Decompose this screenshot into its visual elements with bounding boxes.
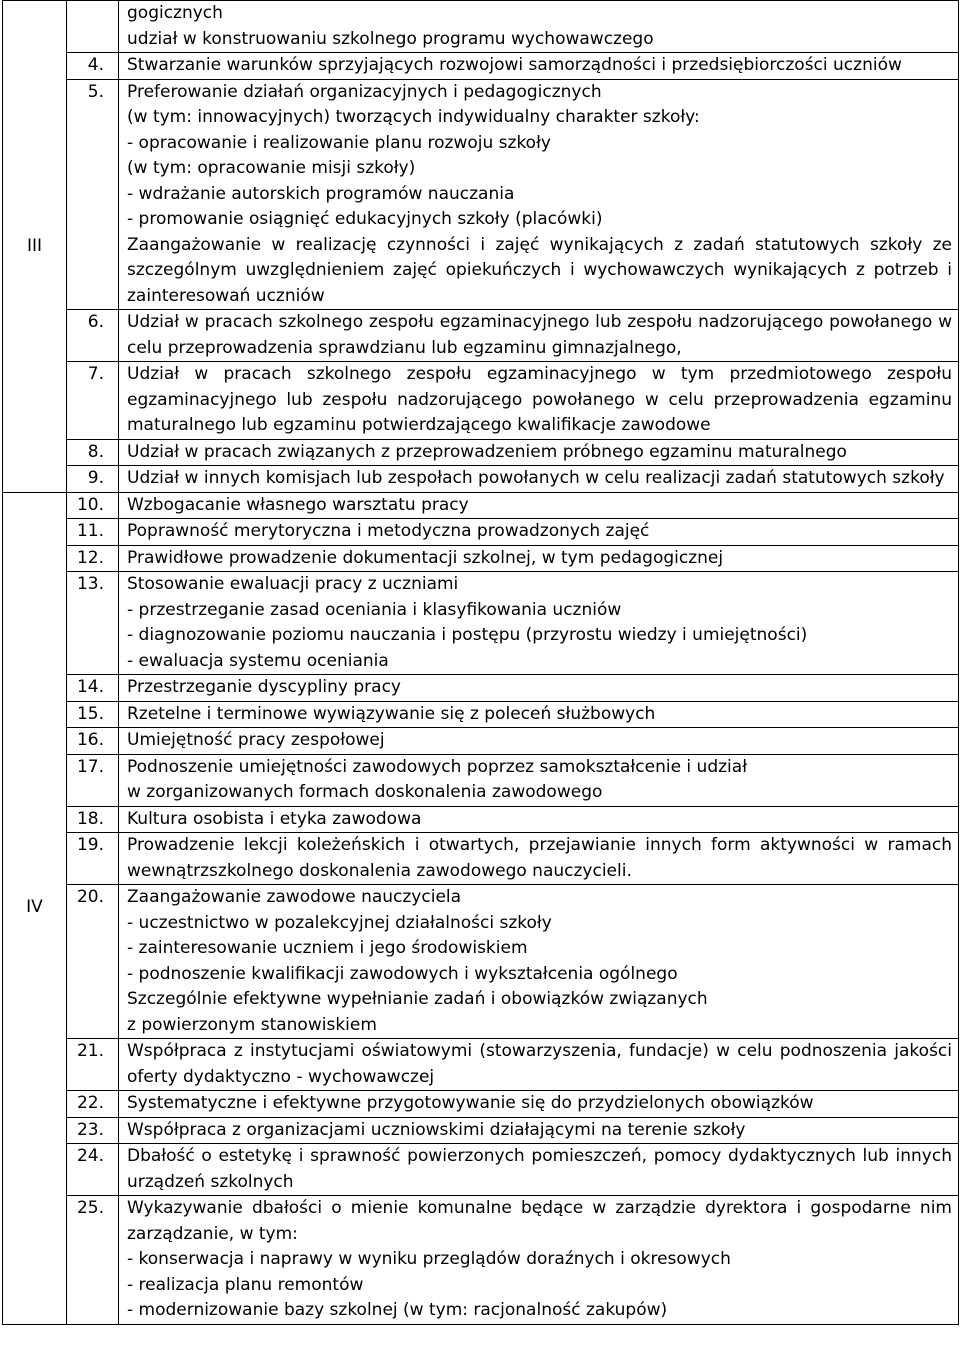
item-line: Szczególnie efektywne wypełnianie zadań i obowiązków związanych (127, 989, 708, 1009)
item-text (119, 675, 959, 702)
item-paragraph: Poprawność merytoryczna i metodyczna prowadzonych zajęć (127, 521, 650, 541)
item-number: 11. (67, 519, 119, 546)
section-label: III (3, 1, 67, 493)
item-text (119, 1039, 959, 1091)
item-paragraph: Systematyczne i efektywne przygotowywanie się do przydzielonych obowiązków (127, 1093, 814, 1113)
item-number: 21. (67, 1039, 119, 1091)
table-row (3, 1, 959, 53)
item-line: Stwarzanie warunków sprzyjających rozwojowi samorządności i przedsiębiorczości uczniów (127, 55, 902, 75)
item-line: Podnoszenie umiejętności zawodowych poprzez samokształcenie i udział (127, 756, 748, 777)
item-number: 7. (67, 362, 119, 440)
item-paragraph: Prowadzenie lekcji koleżeńskich i otwartych, przejawianie innych form aktywności w ramach wewnątrzszkolnego doskonalenia zawodowego nauczycieli. (127, 835, 952, 881)
table-row (3, 572, 959, 675)
item-number: 24. (67, 1144, 119, 1196)
table-row (3, 1117, 959, 1144)
item-text (119, 53, 959, 80)
item-paragraph: Wykazywanie dbałości o mienie komunalne będące w zarządzie dyrektora i gospodarne nim zarządzanie, w tym: (127, 1198, 952, 1244)
item-text (119, 1091, 959, 1118)
item-line: Zaangażowanie zawodowe nauczyciela (127, 887, 462, 907)
item-text (119, 545, 959, 572)
item-text (119, 466, 959, 493)
table-row (3, 1196, 959, 1325)
item-line: - zainteresowanie uczniem i jego środowiskiem (127, 938, 528, 958)
item-line: Stosowanie ewaluacji pracy z uczniami (127, 574, 459, 594)
item-line: w zorganizowanych formach doskonalenia zawodowego (127, 782, 603, 802)
table-row (3, 754, 959, 806)
item-text (119, 885, 959, 1039)
item-text (119, 1196, 959, 1325)
criteria-table (2, 0, 959, 1325)
item-line: - ewaluacja systemu oceniania (127, 650, 389, 671)
item-line: - realizacja planu remontów (127, 1274, 364, 1295)
item-text (119, 492, 959, 519)
item-paragraph: Umiejętność pracy zespołowej (127, 730, 385, 750)
item-number: 18. (67, 806, 119, 833)
item-paragraph: Udział w pracach szkolnego zespołu egzaminacyjnego lub zespołu nadzorującego powołanego w celu przeprowadzenia sprawdzianu lub egzaminu gimnazjalnego, (127, 312, 952, 358)
table-row (3, 362, 959, 440)
table-row (3, 466, 959, 493)
section-label: IV (3, 492, 67, 1324)
item-number: 12. (67, 545, 119, 572)
table-row (3, 53, 959, 80)
table-row (3, 701, 959, 728)
item-paragraph: Prawidłowe prowadzenie dokumentacji szkolnej, w tym pedagogicznej (127, 547, 724, 568)
table-row (3, 885, 959, 1039)
item-paragraph: Kultura osobista i etyka zawodowa (127, 808, 422, 829)
table-row (3, 728, 959, 755)
item-line: (w tym: innowacyjnych) tworzących indywidualny charakter szkoły: (127, 107, 700, 127)
item-number: 19. (67, 833, 119, 885)
item-paragraph: Zaangażowanie w realizację czynności i zajęć wynikających z zadań statutowych szkoły ze szczególnym uwzględnieniem zajęć opiekuńczych i wychowawczych wynikających z potrzeb i zainteresowań uczniów (127, 234, 952, 306)
item-text (119, 310, 959, 362)
item-line: udział w konstruowaniu szkolnego programu wychowawczego (127, 28, 654, 49)
table-row (3, 545, 959, 572)
item-text (119, 519, 959, 546)
item-line: z powierzonym stanowiskiem (127, 1014, 377, 1035)
item-text (119, 79, 959, 310)
item-number: 14. (67, 675, 119, 702)
item-line: - podnoszenie kwalifikacji zawodowych i wykształcenia ogólnego (127, 963, 678, 984)
item-paragraph: Przestrzeganie dyscypliny pracy (127, 677, 401, 697)
item-line: - promowanie osiągnięć edukacyjnych szkoły (placówki) (127, 209, 603, 229)
item-paragraph: Udział w pracach szkolnego zespołu egzaminacyjnego w tym przedmiotowego zespołu egzaminacyjnego lub zespołu nadzorującego powołanego w celu przeprowadzenia egzaminu maturalnego lub egzaminu potwierdzającego kwalifikacje zawodowe (127, 364, 952, 435)
table-row (3, 1039, 959, 1091)
item-line: - opracowanie i realizowanie planu rozwoju szkoły (127, 132, 551, 153)
table-row (3, 439, 959, 466)
item-paragraph: Udział w innych komisjach lub zespołach powołanych w celu realizacji zadań statutowych szkoły (127, 468, 945, 488)
item-text (119, 806, 959, 833)
item-text (119, 754, 959, 806)
item-paragraph: Współpraca z instytucjami oświatowymi (stowarzyszenia, fundacje) w celu podnoszenia jakości oferty dydaktyczno - wychowawczej (127, 1041, 952, 1087)
item-line: Preferowanie działań organizacyjnych i pedagogicznych (127, 81, 602, 102)
table-row (3, 806, 959, 833)
item-line: - diagnozowanie poziomu nauczania i postępu (przyrostu wiedzy i umiejętności) (127, 625, 808, 645)
item-text (119, 572, 959, 675)
table-row (3, 675, 959, 702)
item-number: 17. (67, 754, 119, 806)
item-number: 16. (67, 728, 119, 755)
item-text (119, 362, 959, 440)
item-number: 15. (67, 701, 119, 728)
item-line: - modernizowanie bazy szkolnej (w tym: racjonalność zakupów) (127, 1300, 668, 1320)
item-number: 20. (67, 885, 119, 1039)
item-line: - przestrzeganie zasad oceniania i klasyfikowania uczniów (127, 599, 622, 620)
table-row (3, 79, 959, 310)
item-line: - konserwacja i naprawy w wyniku przeglądów doraźnych i okresowych (127, 1249, 731, 1269)
item-number: 5. (67, 79, 119, 310)
item-line: - uczestnictwo w pozalekcyjnej działalności szkoły (127, 912, 552, 933)
item-paragraph: Rzetelne i terminowe wywiązywanie się z poleceń służbowych (127, 703, 656, 724)
item-paragraph: Udział w pracach związanych z przeprowadzeniem próbnego egzaminu maturalnego (127, 441, 847, 462)
item-line: - wdrażanie autorskich programów nauczania (127, 183, 515, 204)
item-text (119, 1144, 959, 1196)
table-row (3, 519, 959, 546)
criteria-table-body (3, 1, 959, 1325)
item-number: 10. (67, 492, 119, 519)
table-row (3, 1144, 959, 1196)
item-number: 22. (67, 1091, 119, 1118)
item-line: gogicznych (127, 3, 223, 23)
item-number: 25. (67, 1196, 119, 1325)
table-row (3, 310, 959, 362)
item-number: 9. (67, 466, 119, 493)
item-paragraph: Wzbogacanie własnego warsztatu pracy (127, 494, 469, 515)
item-text (119, 728, 959, 755)
item-number: 13. (67, 572, 119, 675)
table-row (3, 1091, 959, 1118)
table-row (3, 833, 959, 885)
item-text (119, 833, 959, 885)
item-text (119, 1117, 959, 1144)
item-line: (w tym: opracowanie misji szkoły) (127, 158, 416, 178)
table-row (3, 492, 959, 519)
item-text (119, 701, 959, 728)
item-paragraph: Dbałość o estetykę i sprawność powierzonych pomieszczeń, pomocy dydaktycznych lub innych urządzeń szkolnych (127, 1146, 952, 1192)
item-text (119, 1, 959, 53)
item-number: 6. (67, 310, 119, 362)
item-number (67, 1, 119, 53)
item-paragraph: Współpraca z organizacjami uczniowskimi działającymi na terenie szkoły (127, 1119, 746, 1140)
item-number: 4. (67, 53, 119, 80)
item-number: 23. (67, 1117, 119, 1144)
item-number: 8. (67, 439, 119, 466)
item-text (119, 439, 959, 466)
